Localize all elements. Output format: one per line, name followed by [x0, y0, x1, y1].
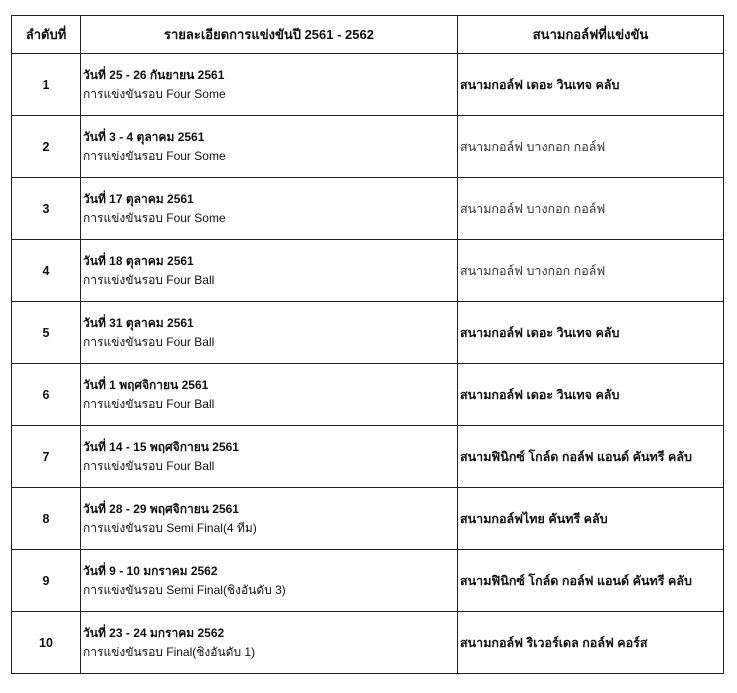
row-round: การแข่งขันรอบ Four Some — [83, 86, 226, 101]
row-date: วันที่ 25 - 26 กันยายน 2561 — [83, 67, 225, 82]
table-row — [12, 116, 724, 178]
row-number: 5 — [12, 302, 81, 364]
schedule-table-container — [11, 15, 723, 674]
row-details — [81, 302, 458, 364]
row-details — [81, 364, 458, 426]
row-round: การแข่งขันรอบ Semi Final(ชิงอันดับ 3) — [83, 582, 286, 597]
row-date: วันที่ 3 - 4 ตุลาคม 2561 — [83, 129, 205, 144]
table-row — [12, 426, 724, 488]
row-venue: สนามกอล์ฟ เดอะ วินเทจ คลับ — [458, 302, 724, 364]
row-round: การแข่งขันรอบ Four Some — [83, 148, 226, 163]
row-date: วันที่ 1 พฤศจิกายน 2561 — [83, 377, 209, 392]
row-details — [81, 54, 458, 116]
row-venue: สนามกอล์ฟ ริเวอร์เดล กอล์ฟ คอร์ส — [458, 612, 724, 674]
row-venue: สนามกอล์ฟ เดอะ วินเทจ คลับ — [458, 54, 724, 116]
header-venue: สนามกอล์ฟที่แข่งขัน — [458, 16, 724, 54]
row-date: วันที่ 31 ตุลาคม 2561 — [83, 315, 194, 330]
row-venue: สนามฟินิกซ์ โกล์ด กอล์ฟ แอนด์ คันทรี คลับ — [458, 550, 724, 612]
row-round: การแข่งขันรอบ Semi Final(4 ทีม) — [83, 520, 257, 535]
row-date: วันที่ 17 ตุลาคม 2561 — [83, 191, 194, 206]
row-number: 9 — [12, 550, 81, 612]
row-details — [81, 612, 458, 674]
row-details — [81, 178, 458, 240]
row-number: 10 — [12, 612, 81, 674]
row-number: 3 — [12, 178, 81, 240]
schedule-table — [11, 15, 724, 674]
row-number: 2 — [12, 116, 81, 178]
row-venue: สนามกอล์ฟ บางกอก กอล์ฟ — [458, 178, 724, 240]
row-date: วันที่ 9 - 10 มกราคม 2562 — [83, 563, 218, 578]
row-venue: สนามกอล์ฟ บางกอก กอล์ฟ — [458, 116, 724, 178]
header-order: ลำดับที่ — [12, 16, 81, 54]
row-details — [81, 240, 458, 302]
table-row — [12, 240, 724, 302]
table-row — [12, 550, 724, 612]
row-round: การแข่งขันรอบ Four Ball — [83, 396, 215, 411]
table-row — [12, 612, 724, 674]
row-number: 4 — [12, 240, 81, 302]
row-details — [81, 116, 458, 178]
row-details — [81, 426, 458, 488]
row-date: วันที่ 18 ตุลาคม 2561 — [83, 253, 194, 268]
header-details: รายละเอียดการแข่งขันปี 2561 - 2562 — [81, 16, 458, 54]
row-round: การแข่งขันรอบ Final(ชิงอันดับ 1) — [83, 644, 256, 659]
row-details — [81, 488, 458, 550]
row-details — [81, 550, 458, 612]
row-venue: สนามฟินิกซ์ โกล์ด กอล์ฟ แอนด์ คันทรี คลับ — [458, 426, 724, 488]
row-round: การแข่งขันรอบ Four Ball — [83, 458, 215, 473]
row-date: วันที่ 23 - 24 มกราคม 2562 — [83, 625, 225, 640]
row-date: วันที่ 14 - 15 พฤศจิกายน 2561 — [83, 439, 239, 454]
header-row — [12, 16, 724, 54]
row-number: 8 — [12, 488, 81, 550]
table-row — [12, 178, 724, 240]
table-row — [12, 302, 724, 364]
table-row — [12, 54, 724, 116]
row-number: 6 — [12, 364, 81, 426]
row-round: การแข่งขันรอบ Four Ball — [83, 334, 215, 349]
row-venue: สนามกอล์ฟ บางกอก กอล์ฟ — [458, 240, 724, 302]
row-venue: สนามกอล์ฟไทย คันทรี คลับ — [458, 488, 724, 550]
row-round: การแข่งขันรอบ Four Some — [83, 210, 226, 225]
row-round: การแข่งขันรอบ Four Ball — [83, 272, 215, 287]
row-date: วันที่ 28 - 29 พฤศจิกายน 2561 — [83, 501, 239, 516]
table-row — [12, 488, 724, 550]
row-venue: สนามกอล์ฟ เดอะ วินเทจ คลับ — [458, 364, 724, 426]
row-number: 1 — [12, 54, 81, 116]
row-number: 7 — [12, 426, 81, 488]
table-row — [12, 364, 724, 426]
